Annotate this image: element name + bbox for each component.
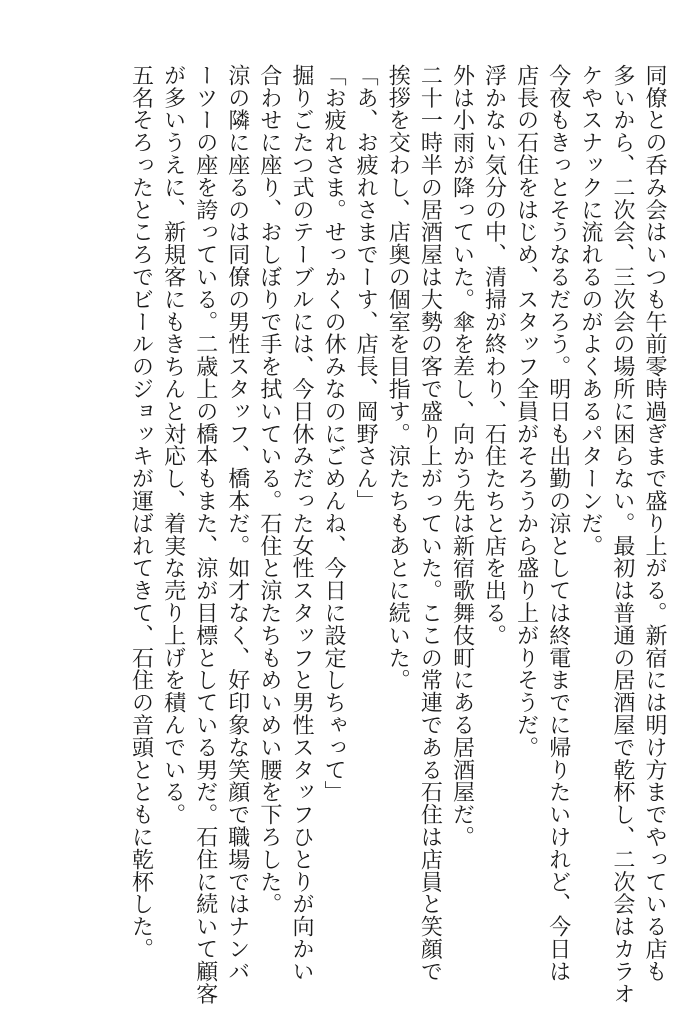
text-line-7: 外は小雨が降っていた。傘を差し、向かう先は新宿歌舞伎町にある居酒屋だ。 [449, 64, 475, 848]
text-line-8: 二十一時半の居酒屋は大勢の客で盛り上がっていた。ここの常連である石住は店員と笑顔で [417, 64, 443, 983]
text-line-14: 涼の隣に座るのは同僚の男性スタッフ、橋本だ。如才なく、好印象な笑顔で職場ではナンバ [224, 64, 250, 983]
text-line-9: 挨拶を交わし、店奥の個室を目指す。涼たちもあとに続いた。 [385, 64, 411, 692]
text-line-4: 今夜もきっとそうなるだろう。明日も出勤の涼としては終電までに帰りたいけれど、今日は [545, 64, 571, 983]
text-line-16: が多いうえに、新規客にもきちんと対応し、着実な売り上げを積んでいる。 [160, 64, 186, 826]
text-line-1: 同僚との呑み会はいつも午前零時過ぎまで盛り上がる。新宿には明け方までやっている店も [642, 64, 667, 983]
text-line-11: 「お疲れさま。せっかくの休みなのにごめんね、今日に設定しちゃって」 [321, 64, 347, 804]
text-line-5: 店長の石住をはじめ、スタッフ全員がそろうから盛り上がりそうだ。 [513, 64, 539, 759]
text-line-15: ーツーの座を誇っている。二歳上の橋本もまた、涼が目標としている男だ。石住に続いて顧客 [192, 64, 218, 1005]
text-line-10: 「あ、お疲れさまでーす、店長、岡野さん」 [353, 64, 379, 512]
text-line-17: 五名そろったところでビールのジョッキが運ばれてきて、石住の音頭とともに乾杯した。 [128, 64, 154, 960]
vertical-text-body [124, 64, 670, 1005]
text-line-3: ケやスナックに流れるのがよくあるパターンだ。 [577, 64, 603, 557]
text-line-13: 合わせに座り、おしぼりで手を拭いている。石住と涼たちもめいめい腰を下ろした。 [256, 64, 282, 916]
text-line-2: 多いから、二次会、三次会の場所に困らない。最初は普通の居酒屋で乾杯し、二次会はカラオ [609, 64, 635, 1005]
text-line-12: 掘りごたつ式のテーブルには、今日休みだった女性スタッフと男性スタッフひとりが向かい [288, 64, 314, 983]
text-line-6: 浮かない気分の中、清掃が終わり、石住たちと店を出る。 [481, 64, 507, 647]
